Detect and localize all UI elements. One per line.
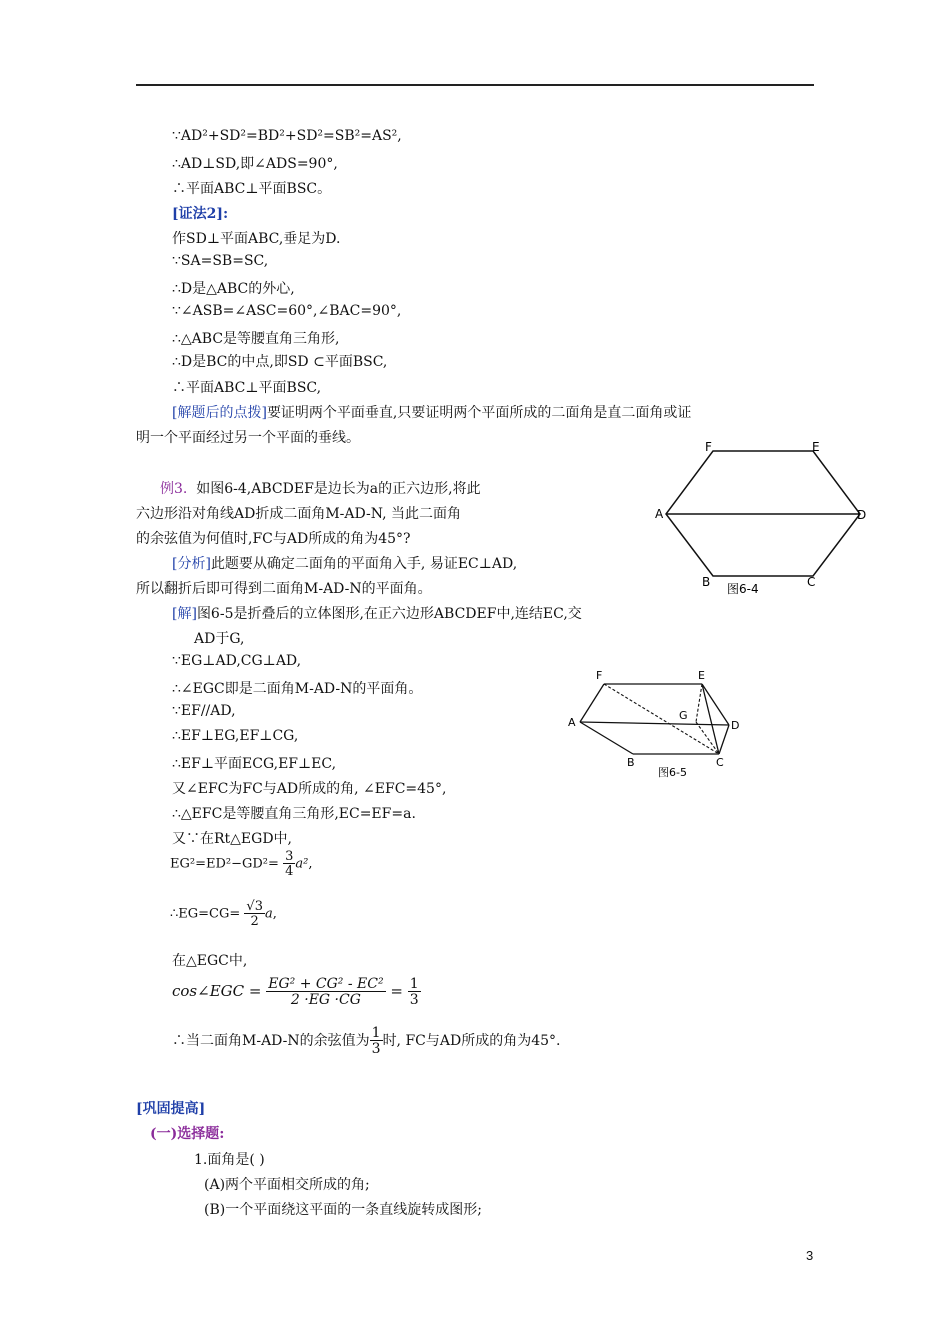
proof2-line: ∵∠ASB=∠ASC=60°,∠BAC=90°,: [172, 303, 402, 319]
solution-line: ∵EG⊥AD,CG⊥AD,: [172, 653, 302, 669]
edge-ec: [702, 684, 719, 754]
solution-line: ∴∠EGC即是二面角M-AD-N的平面角。: [172, 681, 423, 697]
question-1: 1.面角是( ): [194, 1152, 265, 1168]
example3-text1: 如图6-4,ABCDEF是边长为a的正六边形,将此: [196, 481, 481, 497]
vertex-e-label: E: [698, 669, 705, 682]
proof1-line1: ∵AD²+SD²=BD²+SD²=SB²=AS²,: [172, 128, 402, 144]
vertex-f-label: F: [705, 440, 712, 454]
edge-eg-dashed: [696, 684, 702, 722]
proof2-line: 作SD⊥平面ABC,垂足为D.: [172, 231, 341, 247]
vertex-g-label: G: [679, 709, 688, 722]
final-conclusion: [172, 1026, 561, 1056]
final-denominator: 3: [371, 1041, 381, 1057]
solution-line: 又∵在Rt△EGD中,: [172, 831, 293, 847]
proof2-line: ∵SA=SB=SC,: [172, 253, 269, 269]
eq1-denominator: 4: [285, 864, 294, 879]
proof2-line: ∴D是△ABC的外心,: [172, 281, 295, 297]
tip-line1: [172, 402, 691, 422]
analysis-text2: 所以翻折后即可得到二面角M-AD-N的平面角。: [136, 581, 432, 597]
eq2-fraction: [244, 900, 265, 928]
solution-label: [解]: [172, 606, 197, 622]
solution-text2: AD于G,: [194, 631, 245, 647]
edge-ab: [580, 722, 633, 754]
eq1-variable: a²: [295, 856, 309, 872]
vertex-e-label: E: [812, 440, 820, 454]
eq1-fraction: [283, 850, 295, 878]
eq2-denominator: 2: [244, 913, 265, 928]
final-numerator: 1: [371, 1025, 381, 1041]
cos-result-denominator: 3: [409, 992, 419, 1008]
eq2-left: ∴EG=CG=: [170, 906, 241, 922]
example3-line1: [160, 478, 481, 498]
edge-af: [580, 684, 604, 722]
analysis-label: [分析]: [172, 556, 211, 572]
cos-result-numerator: 1: [409, 976, 419, 992]
figure-6-5-caption: 图6-5: [658, 766, 687, 779]
proof2-line: ∴△ABC是等腰直角三角形,: [172, 331, 340, 347]
analysis-line1: [172, 553, 517, 573]
tip-text1: 要证明两个平面垂直,只要证明两个平面所成的二面角是直二面角或证: [266, 405, 692, 421]
example3-line2: 六边形沿对角线AD折成二面角M-AD-N, 当此二面角: [136, 506, 461, 522]
option-a: (A)两个平面相交所成的角;: [204, 1177, 370, 1193]
solution-line: ∵EF//AD,: [172, 703, 236, 719]
equation-eg-cg: [170, 900, 277, 928]
cos-equals: =: [390, 982, 403, 1000]
cosine-formula: [172, 977, 421, 1007]
vertex-b-label: B: [702, 575, 711, 589]
edge-ed: [702, 684, 729, 725]
edge-cd: [719, 725, 729, 754]
vertex-f-label: F: [596, 669, 603, 682]
in-triangle-egc: 在△EGC中,: [172, 953, 248, 969]
proof2-line: ∴平面ABC⊥平面BSC,: [172, 380, 322, 396]
vertex-a-label: A: [568, 716, 576, 729]
vertex-d-label: D: [857, 508, 867, 522]
cos-result: [408, 977, 421, 1007]
edge-fc-dashed: [604, 684, 719, 754]
vertex-c-label: C: [716, 756, 724, 769]
figure-6-5: [563, 664, 753, 784]
proof1-line3: ∴平面ABC⊥平面BSC。: [172, 181, 332, 197]
vertex-a-label: A: [655, 507, 664, 521]
tip-label: [解题后的点拨]: [172, 405, 267, 421]
proof2-heading: [证法2]:: [172, 206, 229, 222]
cos-left: cos∠EGC =: [172, 982, 262, 1000]
final-fraction: [370, 1026, 383, 1056]
consolidate-heading: [巩固提高]: [136, 1101, 206, 1117]
vertex-c-label: C: [807, 575, 816, 589]
eq2-tail: ,: [272, 906, 277, 922]
solution-text1: 图6-5是折叠后的立体图形,在正六边形ABCDEF中,连结EC,交: [196, 606, 582, 622]
solution-line: ∴EF⊥EG,EF⊥CG,: [172, 728, 299, 744]
cos-fraction: [266, 977, 385, 1007]
cos-denominator: 2 ·EG ·CG: [266, 991, 385, 1007]
consolidate-sub: (一)选择题:: [150, 1126, 225, 1142]
solution-line1: [172, 603, 582, 623]
example3-label: 例3.: [160, 481, 188, 497]
equation-eg-squared: [170, 850, 312, 878]
figure-6-4: [650, 438, 875, 600]
edge-ad: [580, 722, 729, 725]
eq2-variable: a: [264, 906, 273, 922]
eq1-tail: ,: [308, 856, 313, 872]
proof1-line2: ∴AD⊥SD,即∠ADS=90°,: [172, 156, 338, 172]
cos-numerator: EG² + CG² - EC²: [268, 976, 384, 992]
eq1-left: EG²=ED²−GD²=: [170, 856, 279, 872]
solution-line: 又∠EFC为FC与AD所成的角, ∠EFC=45°,: [172, 781, 447, 797]
page-number: 3: [806, 1248, 814, 1263]
tip-text2: 明一个平面经过另一个平面的垂线。: [136, 430, 360, 446]
analysis-text1: 此题要从确定二面角的平面角入手, 易证EC⊥AD,: [210, 556, 518, 572]
option-b: (B)一个平面绕这平面的一条直线旋转成图形;: [204, 1202, 482, 1218]
eq2-numerator: √3: [246, 899, 263, 914]
final-pre: ∴当二面角M-AD-N的余弦值为: [172, 1033, 370, 1049]
example3-line3: 的余弦值为何值时,FC与AD所成的角为45°?: [136, 531, 411, 547]
solution-line: ∴EF⊥平面ECG,EF⊥EC,: [172, 756, 337, 772]
header-rule: [136, 84, 814, 86]
vertex-b-label: B: [627, 756, 635, 769]
vertex-d-label: D: [731, 719, 740, 732]
figure-6-4-caption: 图6-4: [727, 582, 759, 596]
proof2-line: ∴D是BC的中点,即SD ⊂平面BSC,: [172, 354, 388, 370]
final-post: 时, FC与AD所成的角为45°.: [382, 1033, 561, 1049]
eq1-numerator: 3: [285, 849, 294, 864]
solution-line: ∴△EFC是等腰直角三角形,EC=EF=a.: [172, 806, 416, 822]
